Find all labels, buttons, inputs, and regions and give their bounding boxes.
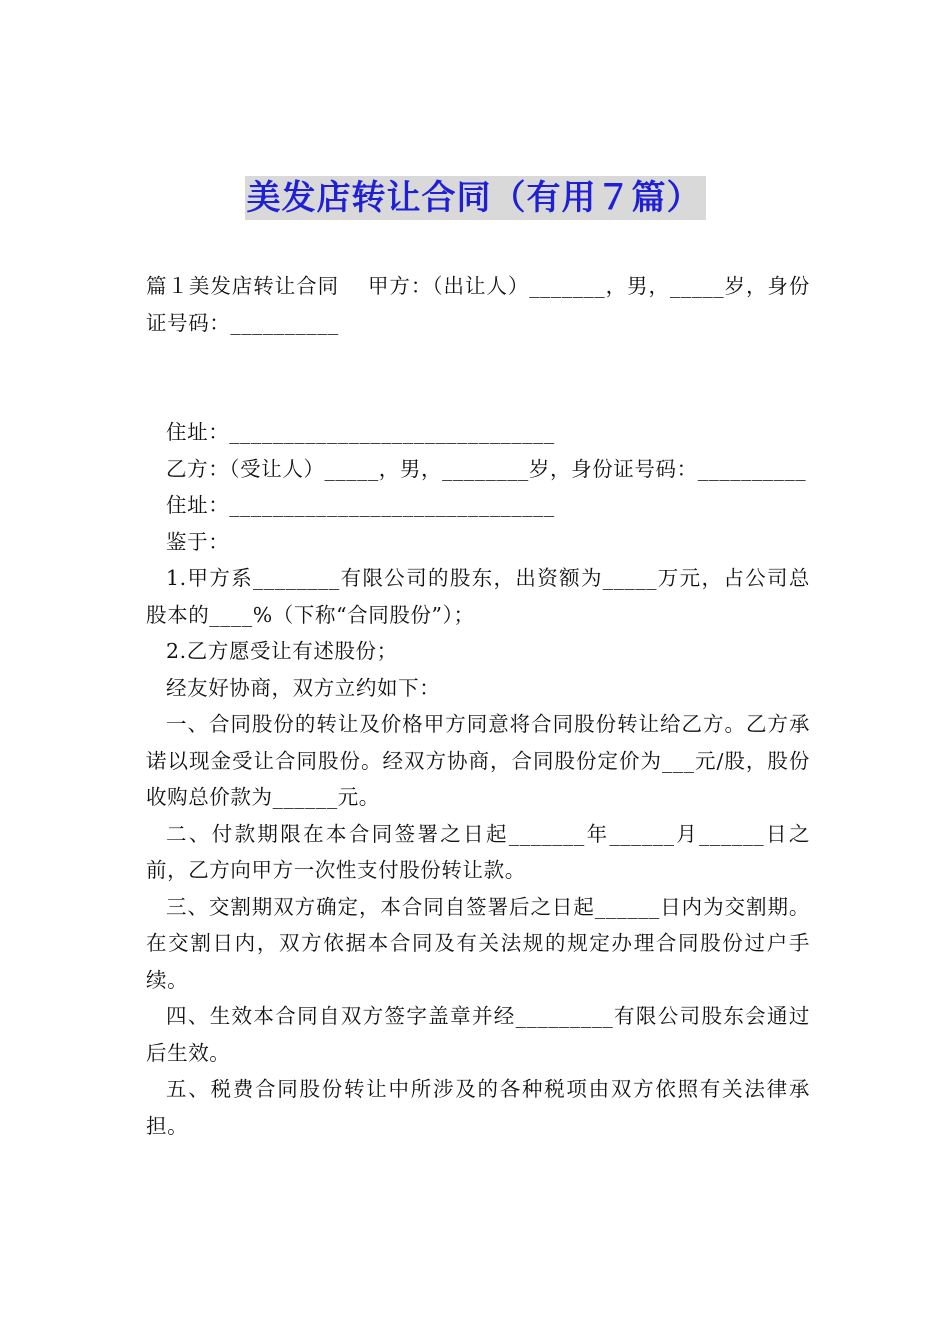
- title-wrap: [0, 176, 950, 220]
- clause-1: 一、合同股份的转让及价格甲方同意将合同股份转让给乙方。乙方承诺以现金受让合同股份。经双方协商，合同股份定价为___元/股，股份收购总价款为______元。: [146, 712, 810, 809]
- intro-paragraph: 篇１美发店转让合同 甲方：（出让人）_______，男，_____岁，身份证号码：__________: [146, 274, 810, 335]
- clause-4: 四、生效本合同自双方签字盖章并经_________有限公司股东会通过后生效。: [146, 1004, 810, 1065]
- whereas-heading: 鉴于：: [166, 529, 230, 554]
- contract-body: [146, 414, 810, 1144]
- clause-3: 三、交割期双方确定，本合同自签署后之日起______日内为交割期。在交割日内，双方依据本合同及有关法规的规定办理合同股份过户手续。: [146, 894, 810, 992]
- clause-5: 五、税费合同股份转让中所涉及的各种税项由双方依照有关法律承担。: [146, 1077, 810, 1138]
- document-title: 美发店转让合同（有用７篇）: [245, 176, 706, 220]
- intro-block: [146, 268, 810, 341]
- party-b-info: 乙方：（受让人）_____，男，________岁，身份证号码：__________: [166, 456, 807, 481]
- clause-2: 二、付款期限在本合同签署之日起_______年______月______日之前，乙方向甲方一次性支付股份转让款。: [146, 821, 810, 882]
- whereas-item-2: 2.乙方愿受让有述股份；: [166, 639, 398, 663]
- agreement-preamble: 经友好协商，双方立约如下：: [166, 675, 441, 700]
- party-b-address: 住址：______________________________: [166, 493, 555, 517]
- whereas-item-1: 1.甲方系________有限公司的股东，出资额为_____万元，占公司总股本的____%（下称“合同股份”）；: [146, 566, 810, 627]
- party-a-address: 住址：______________________________: [166, 420, 555, 444]
